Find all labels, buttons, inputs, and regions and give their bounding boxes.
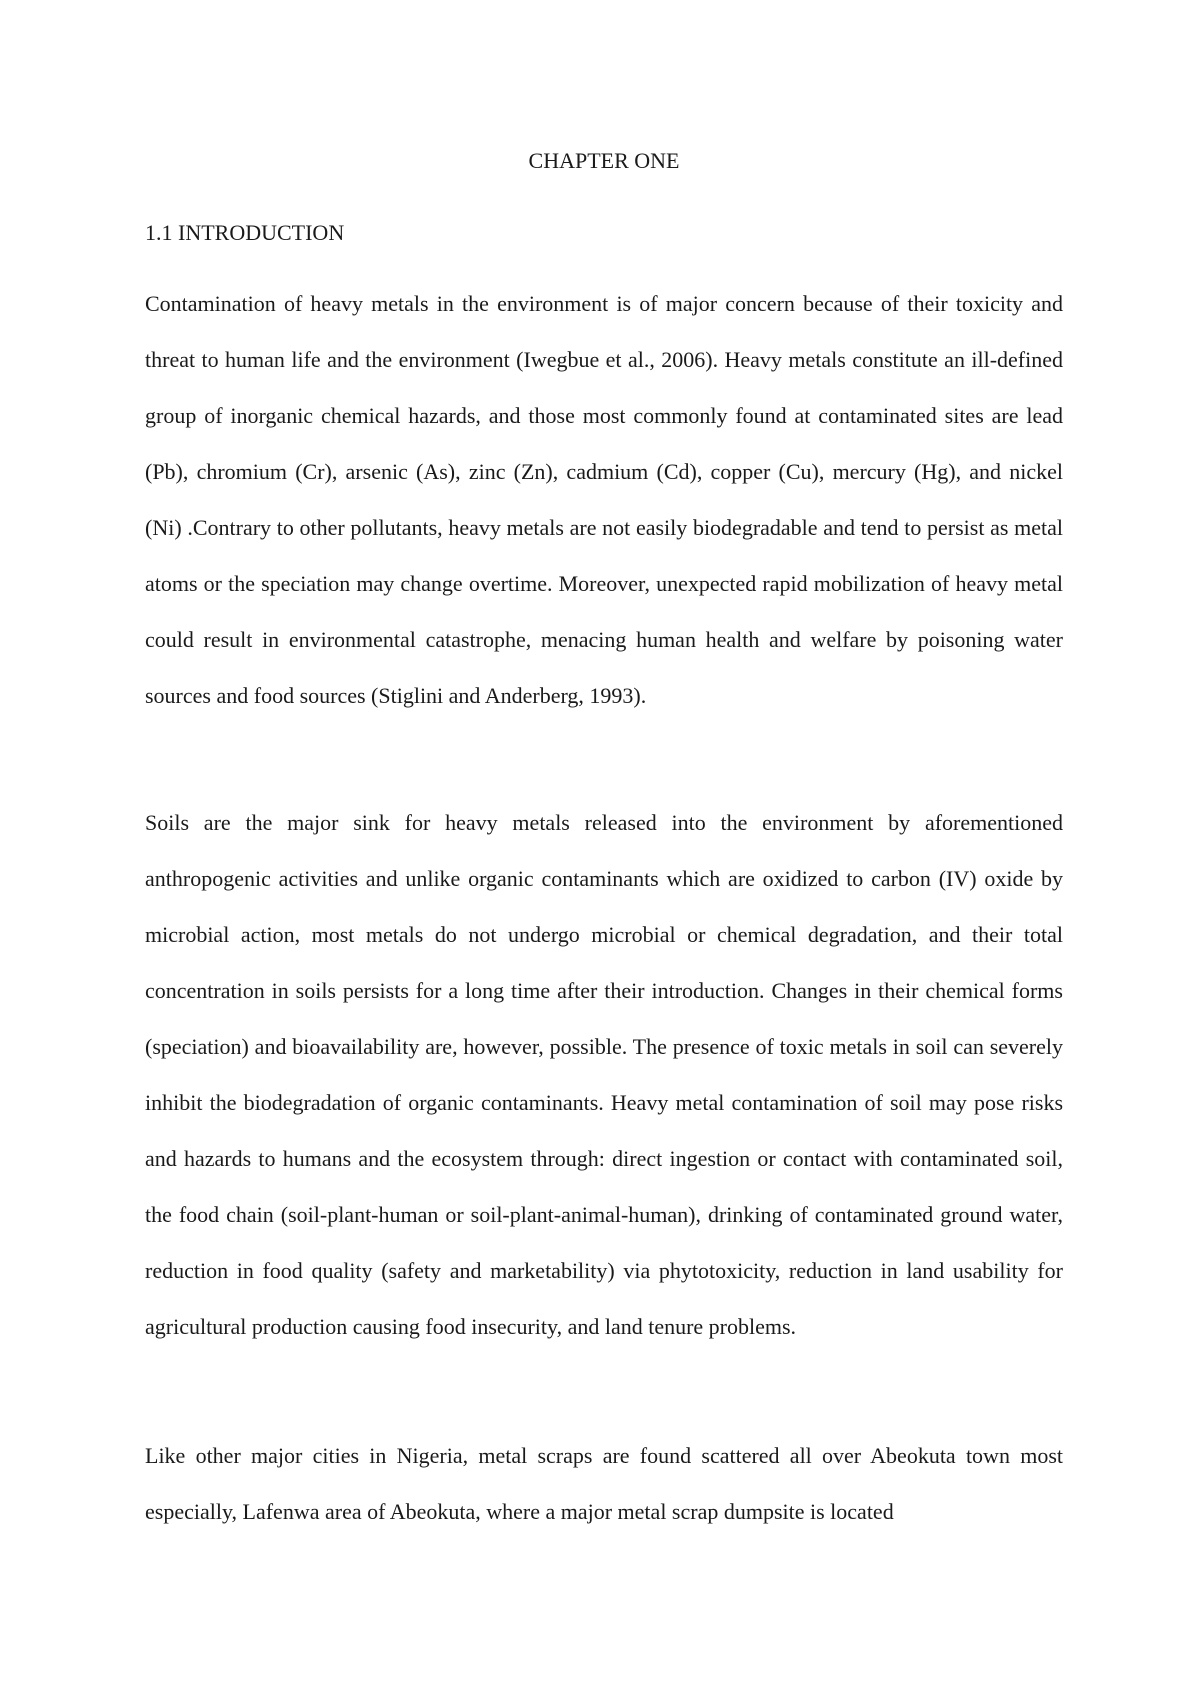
body-paragraph: Like other major cities in Nigeria, metal scraps are found scattered all over Abeokuta town most especially, Lafenwa area of Abeokuta, where a major metal scrap dumpsite is located (145, 1443, 1063, 1524)
body-paragraph: Soils are the major sink for heavy metals released into the environment by aforementioned anthropogenic activities and unlike organic contaminants which are oxidized to carbon (IV) oxide by microbial action, most metals do not undergo microbial or chemical degradation, and their total concentration in soils persists for a long time after their introduction. Changes in their chemical forms (speciation) and bioavailability are, however, possible. The presence of toxic metals in soil can severely inhibit the biodegradation of organic contaminants. Heavy metal contamination of soil may pose risks and hazards to humans and the ecosystem through: direct ingestion or contact with contaminated soil, the food chain (soil-plant-human or soil-plant-animal-human), drinking of contaminated ground water, reduction in food quality (safety and marketability) via phytotoxicity, reduction in land usability for agricultural production causing food insecurity, and land tenure problems. (145, 810, 1063, 1339)
section-heading: 1.1 INTRODUCTION (145, 220, 345, 245)
body-paragraph: Contamination of heavy metals in the environment is of major concern because of their toxicity and threat to human life and the environment (Iwegbue et al., 2006). Heavy metals constitute an ill-defined group of inorganic chemical hazards, and those most commonly found at contaminated sites are lead (Pb), chromium (Cr), arsenic (As), zinc (Zn), cadmium (Cd), copper (Cu), mercury (Hg), and nickel (Ni) .Contrary to other pollutants, heavy metals are not easily biodegradable and tend to persist as metal atoms or the speciation may change overtime. Moreover, unexpected rapid mobilization of heavy metal could result in environmental catastrophe, menacing human health and welfare by poisoning water sources and food sources (Stiglini and Anderberg, 1993). (145, 291, 1063, 708)
chapter-title: CHAPTER ONE (528, 148, 680, 173)
